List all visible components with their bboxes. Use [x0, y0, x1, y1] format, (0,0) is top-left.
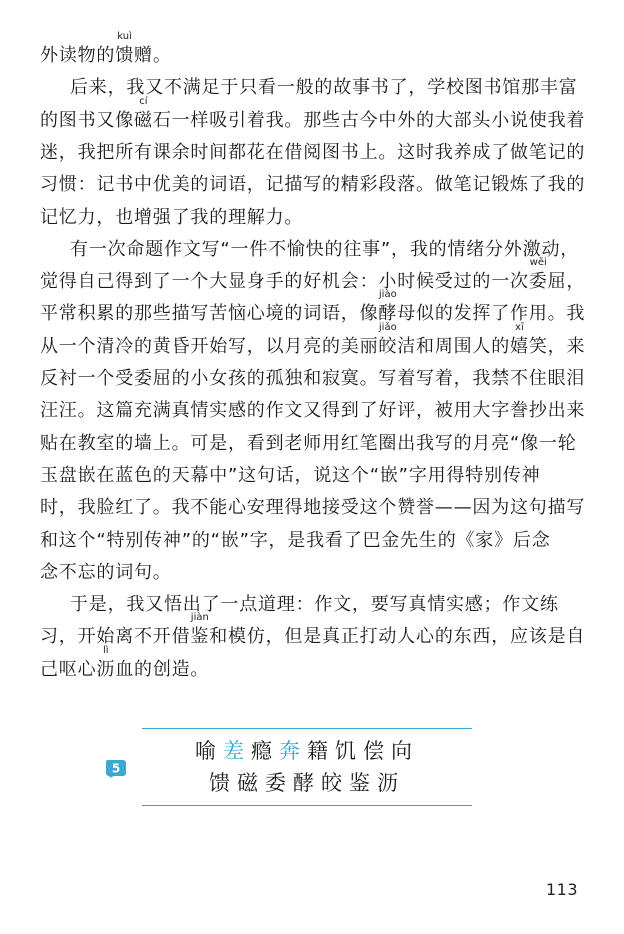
text-line [40, 399, 590, 423]
annotated-character-text: 皎 [378, 335, 398, 357]
vocabulary-row-2 [142, 770, 472, 796]
text-line [40, 31, 590, 68]
text-line [40, 206, 590, 230]
pinyin-annotation: jiào [378, 289, 397, 301]
text-segment: 有一次命题作文写“一件不愉快的往事”，我的情绪分外激动， [70, 238, 580, 260]
text-segment: 汪汪。这篇充满真情实感的作文又得到了好评，被用大字誊抄出来 [40, 400, 586, 422]
text-segment: 平常积累的那些描写苦恼心境的词语，像 [40, 303, 379, 325]
annotated-character-text: 馈 [115, 45, 135, 66]
text-line [40, 141, 590, 165]
annotated-character-text: 酵 [378, 303, 398, 325]
text-segment: 母似的发挥了作用。我 [397, 303, 586, 325]
text-line [40, 173, 590, 197]
annotated-character [528, 257, 548, 294]
text-segment: 反衬一个受委屈的小女孩的孤独和寂寞。写着写着，我禁不住眼泪 [40, 368, 586, 389]
text-line [40, 561, 590, 585]
text-segment: 迷，我把所有课余时间都花在借阅图书上。这时我养成了做笔记的 [40, 141, 586, 163]
text-line [40, 289, 590, 326]
vocabulary-character: 籍 [307, 739, 335, 763]
text-line [40, 464, 590, 488]
lesson-badge-icon [104, 757, 128, 779]
text-segment: 觉得自己得到了一个大显身手的好机会：小时候受过的一次 [40, 271, 529, 293]
text-line [70, 593, 590, 617]
text-segment: 习，开始离不开借 [40, 626, 191, 648]
lesson-badge-number: 5 [111, 761, 121, 776]
text-line [40, 529, 590, 553]
annotated-character [115, 31, 135, 68]
annotated-character-text: 委 [528, 271, 548, 293]
annotated-character [378, 321, 398, 359]
annotated-character-text: 嬉 [510, 335, 529, 357]
pinyin-annotation: jiǎo [378, 321, 397, 333]
vocabulary-character: 偿 [363, 739, 391, 763]
annotated-character [134, 95, 153, 133]
annotated-character [96, 644, 116, 682]
text-segment: 后来，我又不满足于只看一般的故事书了，学校图书馆那丰富 [70, 77, 578, 99]
annotated-character [190, 612, 210, 649]
vocabulary-character: 饥 [335, 739, 363, 763]
text-segment: 于是，我又悟出了一点道理：作文，要写真情实感；作文练 [70, 594, 559, 616]
vocabulary-character: 瘾 [251, 739, 279, 763]
text-segment: 血的创造。 [115, 658, 210, 680]
text-line [40, 432, 590, 456]
text-segment: 石一样吸引着我。那些古今中外的大部头小说使我着 [152, 109, 586, 131]
text-line [40, 644, 590, 682]
text-segment: 记忆力，也增强了我的理解力。 [40, 206, 304, 228]
text-segment: 时，我脸红了。我不能心安理得地接受这个赞誉——因为这句描写 [40, 497, 586, 519]
text-line [40, 496, 590, 520]
text-line [40, 612, 590, 649]
vocabulary-character: 向 [391, 739, 419, 763]
vocabulary-character: 馈 [209, 771, 237, 795]
page-number: 113 [545, 880, 578, 899]
text-segment: 赠。 [134, 45, 172, 66]
text-segment: 己呕心 [40, 658, 97, 680]
pinyin-annotation: xī [515, 321, 524, 333]
pinyin-annotation: wěi [529, 257, 547, 269]
annotated-character-text: 磁 [134, 109, 153, 131]
text-segment: 从一个清冷的黄昏开始写，以月亮的美丽 [40, 335, 379, 357]
vocabulary-character: 磁 [237, 771, 265, 795]
vocabulary-character: 委 [265, 771, 293, 795]
vocabulary-character: 皎 [321, 771, 349, 795]
text-segment: 玉盘嵌在蓝色的天幕中”这句话，说这个“嵌”字用得特别传神 [40, 464, 541, 486]
text-segment: 笑，来 [528, 335, 586, 357]
annotated-character-text: 鉴 [190, 626, 210, 648]
vocabulary-character: 沥 [377, 771, 405, 795]
text-line [40, 367, 590, 391]
text-segment: 贴在教室的墙上。可是，看到老师用红笔圈出我写的月亮“像一轮 [40, 432, 577, 454]
text-segment: 的图书又像 [40, 109, 134, 131]
vocabulary-box-top-rule [142, 728, 472, 729]
pinyin-annotation: jiàn [190, 612, 209, 624]
text-segment: 屈， [547, 271, 586, 293]
vocabulary-character: 喻 [195, 739, 223, 763]
vocabulary-row-1 [142, 738, 472, 764]
vocabulary-character: 鉴 [349, 771, 377, 795]
vocabulary-character: 酵 [293, 771, 321, 795]
pinyin-annotation: lì [103, 644, 109, 656]
annotated-character-text: 沥 [96, 658, 116, 680]
pinyin-annotation: kuì [117, 31, 132, 42]
text-segment: 和这个“特别传神”的“嵌”字，是我看了巴金先生的《家》后念 [40, 529, 551, 551]
text-line [70, 76, 590, 100]
text-line [40, 321, 590, 359]
text-segment: 和模仿，但是真正打动人心的东西，应该是自 [209, 626, 586, 648]
vocabulary-character: 奔 [279, 739, 307, 763]
text-segment: 外读物的 [40, 45, 116, 66]
annotated-character [510, 321, 529, 359]
vocabulary-box-bottom-rule [142, 805, 472, 806]
text-line [40, 257, 590, 294]
vocabulary-box [142, 728, 472, 806]
text-segment: 洁和周围人的 [397, 335, 511, 357]
text-segment: 念不忘的词句。 [40, 561, 172, 583]
vocabulary-character: 差 [223, 739, 251, 763]
pinyin-annotation: cí [139, 95, 148, 107]
text-segment: 习惯：记书中优美的词语，记描写的精彩段落。做笔记锻炼了我的 [40, 174, 586, 196]
text-line [70, 238, 590, 262]
text-line [40, 95, 590, 133]
